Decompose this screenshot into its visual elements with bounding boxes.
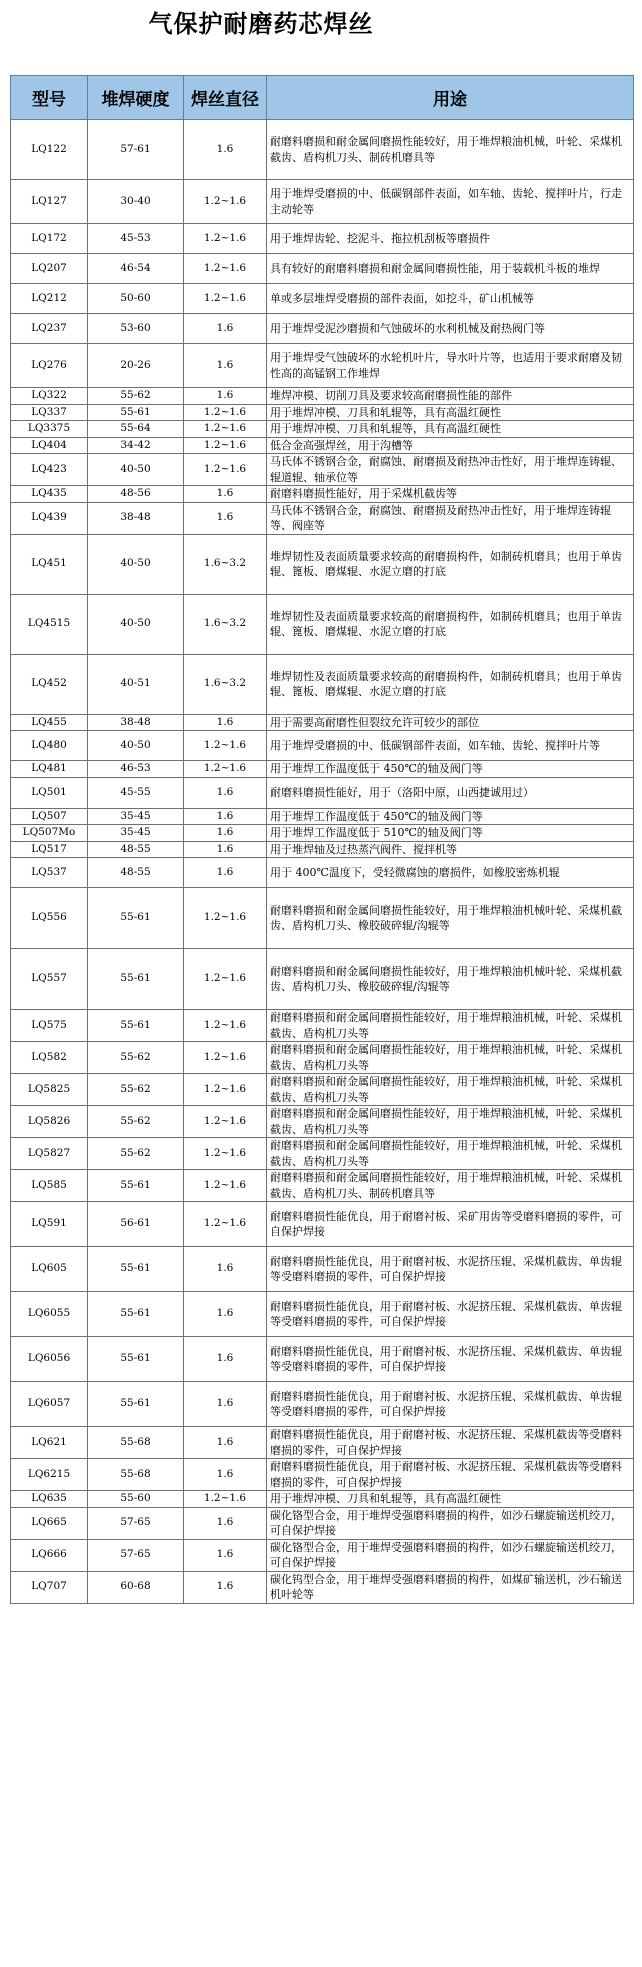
cell-diameter: 1.2~1.6: [184, 180, 267, 224]
table-row: [11, 284, 634, 314]
cell-diameter: 1.6: [184, 1247, 267, 1292]
cell-hardness: 30-40: [88, 180, 184, 224]
cell-model: LQ480: [11, 731, 88, 761]
cell-model: LQ455: [11, 714, 88, 731]
cell-model: LQ207: [11, 254, 88, 284]
cell-hardness: 55-61: [88, 1170, 184, 1202]
cell-hardness: 55-61: [88, 888, 184, 949]
cell-model: LQ556: [11, 888, 88, 949]
cell-diameter: 1.6: [184, 1427, 267, 1459]
cell-model: LQ557: [11, 949, 88, 1010]
table-row: [11, 437, 634, 454]
cell-use: 堆焊韧性及表面质量要求较高的耐磨损构件，如制砖机磨具；也用于单齿辊、篦板、磨煤辊、水泥立磨的打底: [267, 534, 634, 594]
cell-use: 单或多层堆焊受磨损的部件表面，如挖斗，矿山机械等: [267, 284, 634, 314]
table-row: [11, 120, 634, 180]
cell-model: LQ212: [11, 284, 88, 314]
table-row: [11, 1459, 634, 1491]
table-row: [11, 1382, 634, 1427]
cell-use: 耐磨料磨损性能优良，用于耐磨衬板、水泥挤压辊、采煤机截齿等受磨料磨损的零件，可自保护焊接: [267, 1459, 634, 1491]
cell-hardness: 55-68: [88, 1459, 184, 1491]
table-row: [11, 825, 634, 842]
cell-use: 耐磨料磨损性能优良，用于耐磨衬板、水泥挤压辊、采煤机截齿、单齿辊等受磨料磨损的零件，可自保护焊接: [267, 1382, 634, 1427]
cell-hardness: 60-68: [88, 1571, 184, 1603]
cell-diameter: 1.2~1.6: [184, 421, 267, 438]
cell-hardness: 55-61: [88, 1382, 184, 1427]
cell-hardness: 35-45: [88, 808, 184, 825]
cell-use: 耐磨料磨损和耐金属间磨损性能较好，用于堆焊粮油机械，叶轮、采煤机截齿、盾构机刀头等: [267, 1074, 634, 1106]
cell-model: LQ507: [11, 808, 88, 825]
cell-diameter: 1.6: [184, 1539, 267, 1571]
cell-use: 用于堆焊受泥沙磨损和气蚀破坏的水利机械及耐热阀门等: [267, 314, 634, 344]
cell-hardness: 57-65: [88, 1539, 184, 1571]
cell-model: LQ635: [11, 1491, 88, 1508]
cell-use: 马氏体不锈钢合金，耐腐蚀、耐磨损及耐热冲击性好，用于堆焊连铸辊等、阀座等: [267, 502, 634, 534]
table-row: [11, 841, 634, 858]
table-row: [11, 1138, 634, 1170]
header-diameter: 焊丝直径: [184, 76, 267, 120]
cell-use: 堆焊韧性及表面质量要求较高的耐磨损构件，如制砖机磨具；也用于单齿辊、篦板、磨煤辊、水泥立磨的打底: [267, 594, 634, 654]
cell-diameter: 1.6: [184, 858, 267, 888]
cell-use: 用于堆焊轴及过热蒸汽阀件、搅拌机等: [267, 841, 634, 858]
table-row: [11, 534, 634, 594]
cell-model: LQ582: [11, 1042, 88, 1074]
header-use: 用途: [267, 76, 634, 120]
cell-use: 耐磨料磨损性能好，用于（洛阳中原，山西捷诚用过）: [267, 777, 634, 808]
cell-diameter: 1.6: [184, 502, 267, 534]
cell-hardness: 40-50: [88, 731, 184, 761]
table-row: [11, 1427, 634, 1459]
cell-model: LQ585: [11, 1170, 88, 1202]
cell-model: LQ439: [11, 502, 88, 534]
cell-diameter: 1.6: [184, 314, 267, 344]
cell-use: 碳化钨型合金，用于堆焊受强磨料磨损的构件，如煤矿输送机，沙石输送机叶轮等: [267, 1571, 634, 1603]
cell-model: LQ6215: [11, 1459, 88, 1491]
cell-model: LQ423: [11, 454, 88, 486]
table-row: [11, 1337, 634, 1382]
cell-diameter: 1.2~1.6: [184, 284, 267, 314]
cell-hardness: 50-60: [88, 284, 184, 314]
header-hardness: 堆焊硬度: [88, 76, 184, 120]
cell-use: 用于堆焊受气蚀破坏的水轮机叶片，导水叶片等，也适用于要求耐磨及韧性高的高锰钢工作堆焊: [267, 344, 634, 388]
cell-model: LQ122: [11, 120, 88, 180]
cell-use: 碳化铬型合金，用于堆焊受强磨料磨损的构件，如沙石螺旋输送机绞刀，可自保护焊接: [267, 1507, 634, 1539]
cell-model: LQ3375: [11, 421, 88, 438]
cell-hardness: 48-55: [88, 841, 184, 858]
cell-hardness: 38-48: [88, 502, 184, 534]
cell-hardness: 35-45: [88, 825, 184, 842]
cell-hardness: 55-61: [88, 949, 184, 1010]
cell-model: LQ451: [11, 534, 88, 594]
cell-hardness: 55-62: [88, 388, 184, 405]
table-row: [11, 388, 634, 405]
cell-diameter: 1.6: [184, 1292, 267, 1337]
cell-model: LQ605: [11, 1247, 88, 1292]
cell-hardness: 55-64: [88, 421, 184, 438]
cell-model: LQ5826: [11, 1106, 88, 1138]
cell-hardness: 55-61: [88, 404, 184, 421]
cell-diameter: 1.6: [184, 841, 267, 858]
table-row: [11, 1202, 634, 1247]
cell-hardness: 56-61: [88, 1202, 184, 1247]
cell-use: 用于堆焊冲模、刀具和轧辊等，具有高温红硬性: [267, 1491, 634, 1508]
cell-use: 堆焊韧性及表面质量要求较高的耐磨损构件，如制砖机磨具；也用于单齿辊、篦板、磨煤辊、水泥立磨的打底: [267, 654, 634, 714]
cell-hardness: 55-61: [88, 1010, 184, 1042]
table-row: [11, 1106, 634, 1138]
cell-use: 耐磨料磨损性能优良，用于耐磨衬板、采矿用齿等受磨料磨损的零件，可自保护焊接: [267, 1202, 634, 1247]
table-row: [11, 254, 634, 284]
table-row: [11, 808, 634, 825]
table-row: [11, 1247, 634, 1292]
cell-hardness: 55-62: [88, 1106, 184, 1138]
table-row: [11, 1042, 634, 1074]
cell-model: LQ276: [11, 344, 88, 388]
cell-model: LQ4515: [11, 594, 88, 654]
page-title: 气保护耐磨药芯焊丝: [148, 9, 374, 38]
cell-diameter: 1.6: [184, 714, 267, 731]
cell-use: 用于堆焊工作温度低于 450℃的轴及阀门等: [267, 761, 634, 778]
cell-use: 用于堆焊受磨损的中、低碳钢部件表面，如车轴、齿轮、搅拌叶片等: [267, 731, 634, 761]
cell-use: 碳化铬型合金，用于堆焊受强磨料磨损的构件，如沙石螺旋输送机绞刀，可自保护焊接: [267, 1539, 634, 1571]
cell-use: 用于 400℃温度下，受轻微腐蚀的磨损件，如橡胶密炼机辊: [267, 858, 634, 888]
cell-diameter: 1.6~3.2: [184, 654, 267, 714]
cell-model: LQ172: [11, 224, 88, 254]
cell-hardness: 55-61: [88, 1292, 184, 1337]
cell-diameter: 1.6~3.2: [184, 594, 267, 654]
table-row: [11, 344, 634, 388]
cell-diameter: 1.6: [184, 1382, 267, 1427]
cell-use: 用于堆焊工作温度低于 450℃的轴及阀门等: [267, 808, 634, 825]
cell-model: LQ6056: [11, 1337, 88, 1382]
cell-diameter: 1.2~1.6: [184, 1010, 267, 1042]
cell-diameter: 1.2~1.6: [184, 224, 267, 254]
cell-model: LQ517: [11, 841, 88, 858]
cell-hardness: 53-60: [88, 314, 184, 344]
table-row: [11, 731, 634, 761]
cell-use: 用于堆焊冲模、刀具和轧辊等，具有高温红硬性: [267, 404, 634, 421]
cell-use: 用于堆焊受磨损的中、低碳钢部件表面，如车轴、齿轮、搅拌叶片，行走主动轮等: [267, 180, 634, 224]
cell-model: LQ537: [11, 858, 88, 888]
cell-use: 用于堆焊冲模、刀具和轧辊等，具有高温红硬性: [267, 421, 634, 438]
cell-model: LQ665: [11, 1507, 88, 1539]
cell-diameter: 1.2~1.6: [184, 1138, 267, 1170]
cell-hardness: 55-62: [88, 1042, 184, 1074]
cell-use: 耐磨料磨损和耐金属间磨损性能较好，用于堆焊粮油机械，叶轮、采煤机截齿、盾构机刀头等: [267, 1042, 634, 1074]
cell-use: 耐磨料磨损和耐金属间磨损性能较好，用于堆焊粮油机械叶轮、采煤机截齿、盾构机刀头、橡胶破碎辊/沟辊等: [267, 888, 634, 949]
table-row: [11, 404, 634, 421]
cell-use: 耐磨料磨损和耐金属间磨损性能较好，用于堆焊粮油机械，叶轮、采煤机截齿、盾构机刀头等: [267, 1010, 634, 1042]
table-row: [11, 888, 634, 949]
cell-hardness: 40-50: [88, 454, 184, 486]
cell-hardness: 40-50: [88, 594, 184, 654]
table-row: [11, 594, 634, 654]
cell-hardness: 38-48: [88, 714, 184, 731]
cell-use: 耐磨料磨损性能好，用于采煤机截齿等: [267, 486, 634, 503]
cell-diameter: 1.6: [184, 825, 267, 842]
cell-hardness: 48-55: [88, 858, 184, 888]
cell-model: LQ127: [11, 180, 88, 224]
cell-diameter: 1.2~1.6: [184, 454, 267, 486]
cell-hardness: 57-61: [88, 120, 184, 180]
cell-hardness: 46-54: [88, 254, 184, 284]
cell-diameter: 1.6: [184, 1459, 267, 1491]
cell-hardness: 55-61: [88, 1337, 184, 1382]
table-row: [11, 502, 634, 534]
cell-hardness: 55-60: [88, 1491, 184, 1508]
cell-model: LQ6055: [11, 1292, 88, 1337]
cell-hardness: 46-53: [88, 761, 184, 778]
table-row: [11, 1539, 634, 1571]
cell-diameter: 1.6: [184, 1571, 267, 1603]
cell-use: 耐磨料磨损性能优良，用于耐磨衬板、水泥挤压辊、采煤机截齿、单齿辊等受磨料磨损的零件，可自保护焊接: [267, 1292, 634, 1337]
cell-diameter: 1.2~1.6: [184, 437, 267, 454]
cell-diameter: 1.2~1.6: [184, 1106, 267, 1138]
table-row: [11, 1491, 634, 1508]
cell-use: 耐磨料磨损性能优良，用于耐磨衬板、水泥挤压辊、采煤机截齿等受磨料磨损的零件，可自保护焊接: [267, 1427, 634, 1459]
cell-hardness: 40-50: [88, 534, 184, 594]
cell-diameter: 1.6: [184, 486, 267, 503]
cell-model: LQ591: [11, 1202, 88, 1247]
cell-hardness: 45-55: [88, 777, 184, 808]
cell-use: 具有较好的耐磨料磨损和耐金属间磨损性能，用于装载机斗板的堆焊: [267, 254, 634, 284]
cell-use: 耐磨料磨损和耐金属间磨损性能较好，用于堆焊粮油机械，叶轮、采煤机截齿、盾构机刀头等: [267, 1138, 634, 1170]
cell-diameter: 1.6: [184, 344, 267, 388]
cell-model: LQ337: [11, 404, 88, 421]
cell-diameter: 1.6: [184, 120, 267, 180]
cell-model: LQ507Mo: [11, 825, 88, 842]
cell-model: LQ452: [11, 654, 88, 714]
cell-diameter: 1.2~1.6: [184, 1491, 267, 1508]
cell-use: 用于堆焊齿轮、挖泥斗、拖拉机刮板等磨损件: [267, 224, 634, 254]
cell-model: LQ707: [11, 1571, 88, 1603]
cell-hardness: 55-62: [88, 1074, 184, 1106]
cell-model: LQ621: [11, 1427, 88, 1459]
cell-diameter: 1.6~3.2: [184, 534, 267, 594]
wire-spec-table: [10, 75, 634, 1604]
table-row: [11, 761, 634, 778]
table-row: [11, 949, 634, 1010]
cell-diameter: 1.2~1.6: [184, 1074, 267, 1106]
table-row: [11, 654, 634, 714]
cell-diameter: 1.2~1.6: [184, 888, 267, 949]
cell-diameter: 1.2~1.6: [184, 1042, 267, 1074]
cell-use: 马氏体不锈钢合金，耐腐蚀、耐磨损及耐热冲击性好，用于堆焊连铸辊、辊道辊、轴承位等: [267, 454, 634, 486]
cell-hardness: 45-53: [88, 224, 184, 254]
table-header-row: [11, 76, 634, 120]
table-row: [11, 1571, 634, 1603]
header-model: 型号: [11, 76, 88, 120]
cell-hardness: 48-56: [88, 486, 184, 503]
table-row: [11, 314, 634, 344]
cell-use: 低合金高强焊丝，用于沟槽等: [267, 437, 634, 454]
cell-hardness: 34-42: [88, 437, 184, 454]
cell-diameter: 1.6: [184, 1337, 267, 1382]
cell-hardness: 57-65: [88, 1507, 184, 1539]
cell-use: 堆焊冲模、切削刀具及要求较高耐磨损性能的部件: [267, 388, 634, 405]
table-row: [11, 421, 634, 438]
cell-model: LQ481: [11, 761, 88, 778]
cell-diameter: 1.2~1.6: [184, 949, 267, 1010]
table-row: [11, 1074, 634, 1106]
table-row: [11, 1507, 634, 1539]
cell-hardness: 55-68: [88, 1427, 184, 1459]
cell-hardness: 55-61: [88, 1247, 184, 1292]
cell-use: 耐磨料磨损和耐金属间磨损性能较好，用于堆焊粮油机械，叶轮、采煤机截齿、盾构机刀头、制砖机磨具等: [267, 120, 634, 180]
cell-diameter: 1.6: [184, 1507, 267, 1539]
table-row: [11, 1292, 634, 1337]
cell-diameter: 1.2~1.6: [184, 761, 267, 778]
cell-model: LQ575: [11, 1010, 88, 1042]
cell-use: 用于需要高耐磨性但裂纹允许可较少的部位: [267, 714, 634, 731]
table-row: [11, 1010, 634, 1042]
table-row: [11, 454, 634, 486]
table-row: [11, 858, 634, 888]
table-row: [11, 224, 634, 254]
cell-hardness: 55-62: [88, 1138, 184, 1170]
cell-use: 耐磨料磨损和耐金属间磨损性能较好，用于堆焊粮油机械叶轮、采煤机截齿、盾构机刀头、橡胶破碎辊/沟辊等: [267, 949, 634, 1010]
cell-model: LQ501: [11, 777, 88, 808]
cell-diameter: 1.6: [184, 808, 267, 825]
cell-diameter: 1.2~1.6: [184, 404, 267, 421]
cell-model: LQ5827: [11, 1138, 88, 1170]
cell-hardness: 40-51: [88, 654, 184, 714]
cell-diameter: 1.2~1.6: [184, 1170, 267, 1202]
cell-diameter: 1.2~1.6: [184, 731, 267, 761]
table-row: [11, 714, 634, 731]
cell-hardness: 20-26: [88, 344, 184, 388]
cell-use: 用于堆焊工作温度低于 510℃的轴及阀门等: [267, 825, 634, 842]
cell-model: LQ666: [11, 1539, 88, 1571]
cell-use: 耐磨料磨损和耐金属间磨损性能较好，用于堆焊粮油机械，叶轮、采煤机截齿、盾构机刀头等: [267, 1106, 634, 1138]
cell-model: LQ322: [11, 388, 88, 405]
cell-use: 耐磨料磨损性能优良，用于耐磨衬板、水泥挤压辊、采煤机截齿、单齿辊等受磨料磨损的零件，可自保护焊接: [267, 1247, 634, 1292]
cell-diameter: 1.2~1.6: [184, 254, 267, 284]
cell-diameter: 1.6: [184, 388, 267, 405]
cell-model: LQ435: [11, 486, 88, 503]
cell-diameter: 1.2~1.6: [184, 1202, 267, 1247]
cell-diameter: 1.6: [184, 777, 267, 808]
table-row: [11, 1170, 634, 1202]
table-row: [11, 180, 634, 224]
cell-model: LQ6057: [11, 1382, 88, 1427]
cell-model: LQ404: [11, 437, 88, 454]
cell-model: LQ5825: [11, 1074, 88, 1106]
cell-use: 耐磨料磨损性能优良，用于耐磨衬板、水泥挤压辊、采煤机截齿、单齿辊等受磨料磨损的零件，可自保护焊接: [267, 1337, 634, 1382]
table-row: [11, 777, 634, 808]
cell-model: LQ237: [11, 314, 88, 344]
cell-use: 耐磨料磨损和耐金属间磨损性能较好，用于堆焊粮油机械，叶轮、采煤机截齿、盾构机刀头、制砖机磨具等: [267, 1170, 634, 1202]
table-row: [11, 486, 634, 503]
